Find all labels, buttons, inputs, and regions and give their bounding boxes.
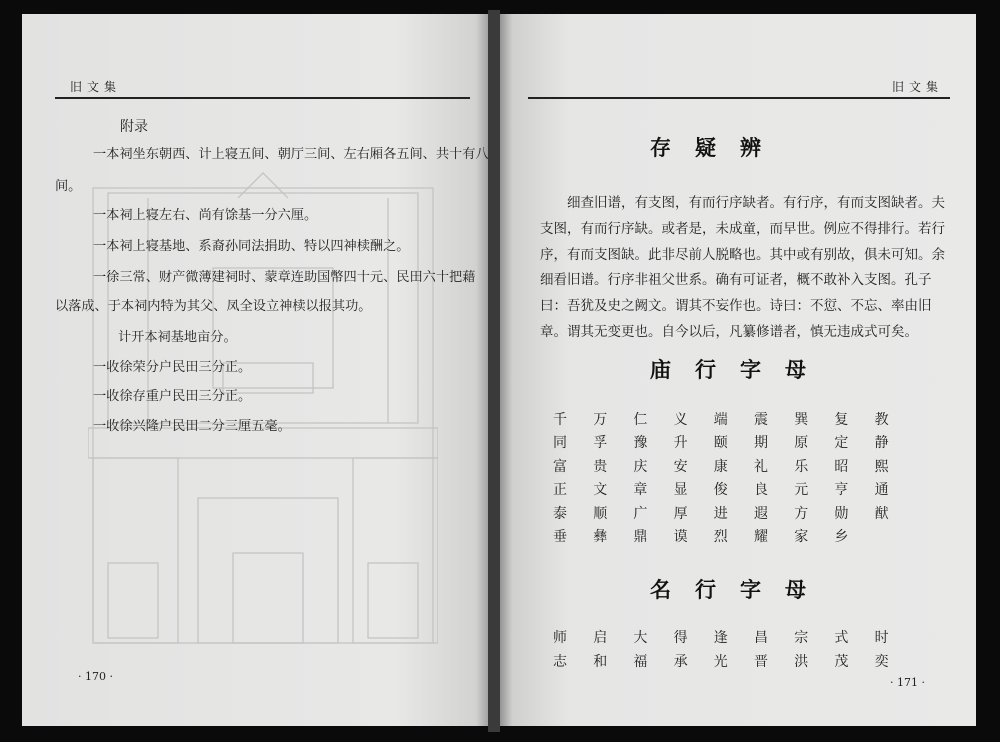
left-line: 一徐三常、财产微薄建祠时、蒙章连助国幣四十元、民田六十把藉 [93, 270, 476, 285]
paragraph-line: 章。谓其无变更也。自今以后，凡纂修谱者，慎无违成式可矣。 [540, 324, 918, 340]
generation-character: 勋 [834, 505, 849, 522]
generation-character: 得 [673, 630, 688, 646]
generation-character: 复 [834, 412, 849, 428]
generation-character: 庆 [633, 458, 648, 475]
generation-character: 承 [673, 654, 688, 670]
left-line: 间。 [55, 179, 82, 194]
generation-character: 升 [673, 435, 688, 452]
generation-character: 巽 [794, 412, 809, 428]
generation-character: 元 [794, 482, 809, 499]
left-line: 一收徐荣分户民田三分正。 [93, 360, 252, 375]
generation-character: 康 [713, 458, 728, 475]
generation-character: 端 [713, 412, 728, 428]
generation-character: 通 [874, 482, 889, 499]
generation-character: 定 [834, 435, 849, 452]
generation-character: 颐 [713, 435, 728, 452]
section-title-temple-generation: 庙行字母 [650, 357, 830, 382]
generation-character: 鼎 [633, 529, 648, 545]
temple-illustration [88, 108, 438, 648]
generation-character: 彝 [593, 529, 608, 545]
generation-character: 奕 [874, 654, 889, 670]
generation-character: 教 [874, 412, 889, 428]
generation-character: 宗 [794, 630, 809, 646]
generation-character: 逢 [713, 630, 728, 646]
left-line: 以落成、于本祠内特为其父、凤全设立神椟以报其功。 [55, 299, 372, 314]
generation-character: 仁 [633, 412, 648, 428]
paragraph-line: 细看旧谱。行序非祖父世系。确有可证者，概不敢补入支图。孔子 [540, 272, 932, 289]
generation-character: 时 [874, 630, 889, 646]
paragraph-line: 支图，有而行序缺。或者是，未成童，而早世。例应不得排行。若行 [540, 220, 945, 237]
generation-character: 福 [633, 654, 648, 670]
appendix-title: 附录 [120, 119, 148, 135]
paragraph-line: 细查旧谱，有支图，有而行序缺者。有行序，有而支图缺者。夫 [567, 195, 945, 211]
generation-character: 正 [553, 482, 567, 499]
generation-character: 义 [673, 412, 688, 428]
generation-character: 启 [593, 630, 608, 646]
generation-character: 猷 [874, 505, 889, 522]
left-line: 一本祠坐东朝西、计上寝五间、朝厅三间、左右厢各五间、共十有八 [93, 147, 489, 162]
generation-character: 乐 [794, 458, 809, 475]
generation-character: 光 [713, 654, 728, 670]
generation-character: 谟 [673, 529, 688, 545]
right-header-rule [528, 97, 950, 99]
generation-character: 泰 [553, 505, 567, 522]
generation-character: 孚 [593, 435, 608, 452]
left-line: 一本祠上寝左右、尚有馀基一分六厘。 [93, 208, 318, 223]
generation-character: 千 [553, 412, 567, 428]
generation-character: 昭 [834, 458, 849, 475]
generation-character: 晋 [754, 654, 768, 670]
generation-character: 静 [874, 435, 889, 452]
generation-character: 豫 [633, 435, 648, 452]
generation-character: 式 [834, 630, 849, 646]
generation-character: 方 [794, 505, 809, 522]
left-line: 一本祠上寝基地、系裔孙同法捐助、特以四神椟酬之。 [93, 239, 410, 254]
generation-character: 洪 [794, 654, 809, 670]
generation-character: 期 [754, 435, 768, 452]
generation-character: 富 [553, 458, 567, 475]
left-running-header: 旧文集 [70, 80, 122, 94]
generation-character: 和 [593, 654, 608, 670]
left-page-number: · 170 · [78, 670, 113, 683]
generation-character: 安 [673, 458, 688, 475]
generation-character: 万 [593, 412, 608, 428]
generation-character: 耀 [754, 529, 768, 545]
left-line: 一收徐兴隆户民田二分三厘五毫。 [93, 419, 291, 434]
generation-character: 顺 [593, 505, 608, 522]
generation-character: 广 [633, 505, 648, 522]
generation-character: 章 [633, 482, 648, 499]
left-line: 一收徐存重户民田三分正。 [93, 389, 252, 404]
generation-character: 文 [593, 482, 608, 499]
generation-character: 厚 [673, 505, 688, 522]
generation-character: 烈 [713, 529, 728, 545]
generation-character: 遐 [754, 505, 768, 522]
generation-character: 俊 [713, 482, 728, 499]
generation-character: 进 [713, 505, 728, 522]
right-running-header: 旧文集 [892, 80, 944, 94]
generation-character: 昌 [754, 630, 768, 646]
paragraph-line: 序，有而支图缺。此非尽前人脱略也。其中或有别故，俱未可知。余 [540, 246, 945, 263]
generation-character: 礼 [754, 458, 768, 475]
generation-character: 大 [633, 630, 648, 646]
generation-character: 熙 [874, 458, 889, 475]
generation-character: 乡 [834, 529, 849, 545]
generation-character: 垂 [553, 529, 567, 545]
generation-character: 茂 [834, 654, 849, 670]
book-spine [488, 10, 500, 732]
right-page-number: · 171 · [890, 676, 925, 689]
generation-character: 显 [673, 482, 688, 499]
paragraph-line: 曰：吾犹及史之阙文。谓其不妄作也。诗曰：不愆、不忘、率由旧 [540, 298, 932, 315]
generation-character: 震 [754, 412, 768, 428]
generation-character: 师 [553, 630, 567, 646]
left-header-rule [55, 97, 470, 99]
generation-character: 志 [553, 654, 567, 670]
generation-character: 良 [754, 482, 768, 499]
generation-character: 贵 [593, 458, 608, 475]
generation-character: 亨 [834, 482, 849, 499]
section-title-name-generation: 名行字母 [650, 577, 830, 602]
left-line: 计开本祠基地亩分。 [118, 330, 237, 345]
generation-character: 原 [794, 435, 809, 452]
section-title-cunyibian: 存疑辨 [650, 135, 785, 160]
generation-character: 家 [794, 529, 809, 545]
generation-character: 同 [553, 435, 567, 452]
